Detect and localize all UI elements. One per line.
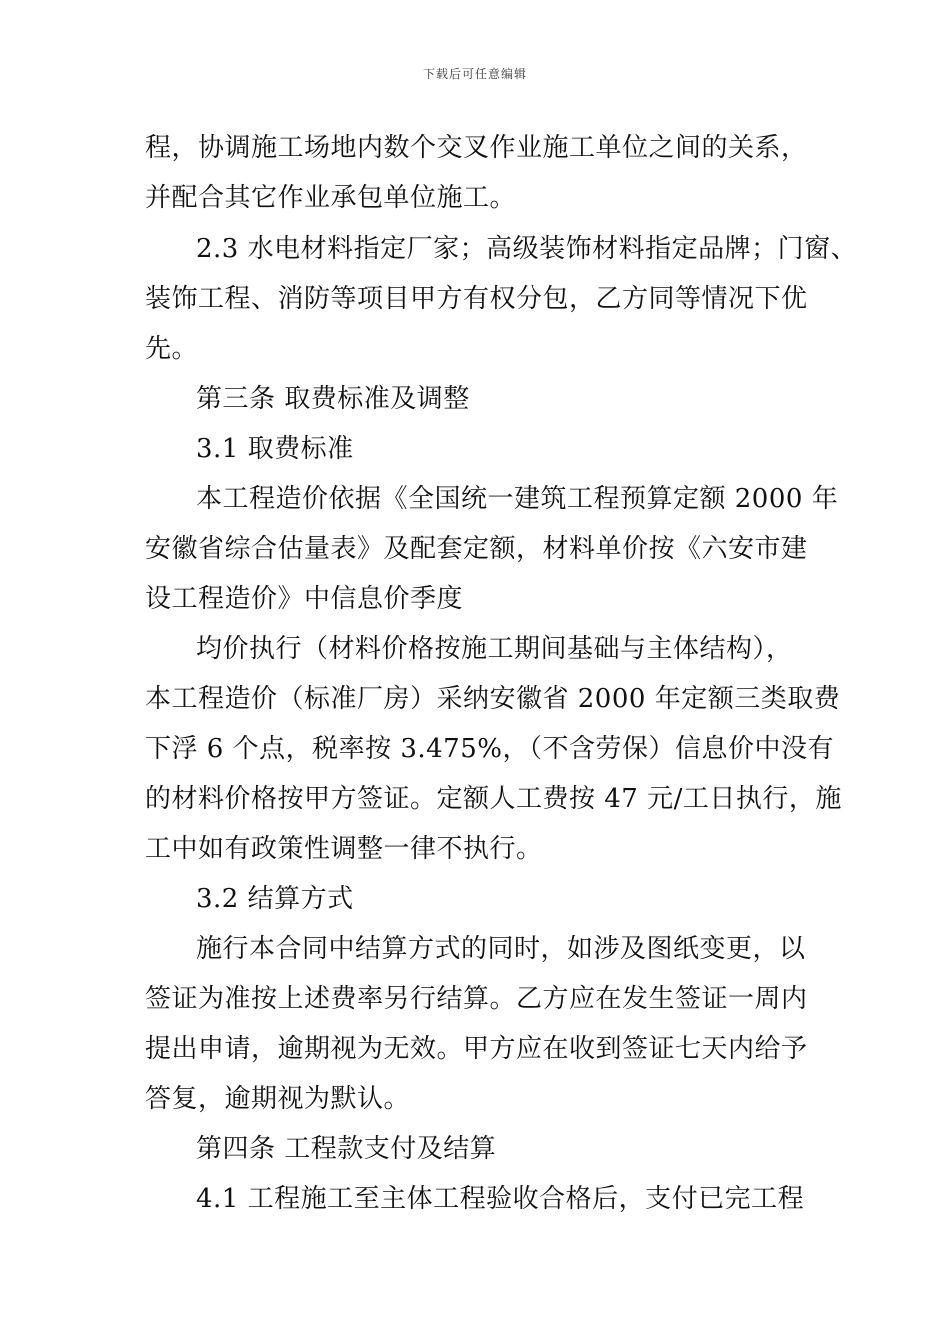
- body-line: 2.3 水电材料指定厂家；高级装饰材料指定品牌；门窗、: [196, 234, 858, 264]
- subsection-heading: 3.1 取费标准: [196, 434, 354, 464]
- section-heading: 第四条 工程款支付及结算: [196, 1134, 497, 1164]
- body-line: 答复，逾期视为默认。: [145, 1084, 411, 1114]
- page-header: 下载后可任意编辑: [422, 67, 527, 81]
- body-line: 的材料价格按甲方签证。定额人工费按 47 元/工日执行，施: [145, 784, 842, 814]
- body-line: 并配合其它作业承包单位施工。: [145, 183, 517, 213]
- body-line: 提出申请，逾期视为无效。甲方应在收到签证七天内给予: [145, 1034, 808, 1064]
- body-line: 设工程造价》中信息价季度: [145, 584, 464, 614]
- body-line: 施行本合同中结算方式的同时，如涉及图纸变更，以: [196, 934, 806, 964]
- body-line: 下浮 6 个点，税率按 3.475%，（不含劳保）信息价中没有: [145, 734, 834, 764]
- body-line: 本工程造价依据《全国统一建筑工程预算定额 2000 年: [196, 484, 839, 514]
- body-line: 装饰工程、消防等项目甲方有权分包，乙方同等情况下优: [145, 284, 808, 314]
- section-heading: 第三条 取费标准及调整: [196, 384, 470, 414]
- body-line: 安徽省综合估量表》及配套定额，材料单价按《六安市建: [145, 534, 808, 564]
- body-line: 均价执行（材料价格按施工期间基础与主体结构），: [196, 634, 793, 664]
- body-line: 签证为准按上述费率另行结算。乙方应在发生签证一周内: [145, 984, 808, 1014]
- body-line: 先。: [145, 334, 199, 364]
- body-line: 程，协调施工场地内数个交叉作业施工单位之间的关系，: [145, 133, 808, 163]
- body-line: 4.1 工程施工至主体工程验收合格后，支付已完工程: [196, 1184, 805, 1214]
- subsection-heading: 3.2 结算方式: [196, 884, 354, 914]
- body-line: 工中如有政策性调整一律不执行。: [145, 834, 543, 864]
- body-line: 本工程造价（标准厂房）采纳安徽省 2000 年定额三类取费: [145, 684, 841, 714]
